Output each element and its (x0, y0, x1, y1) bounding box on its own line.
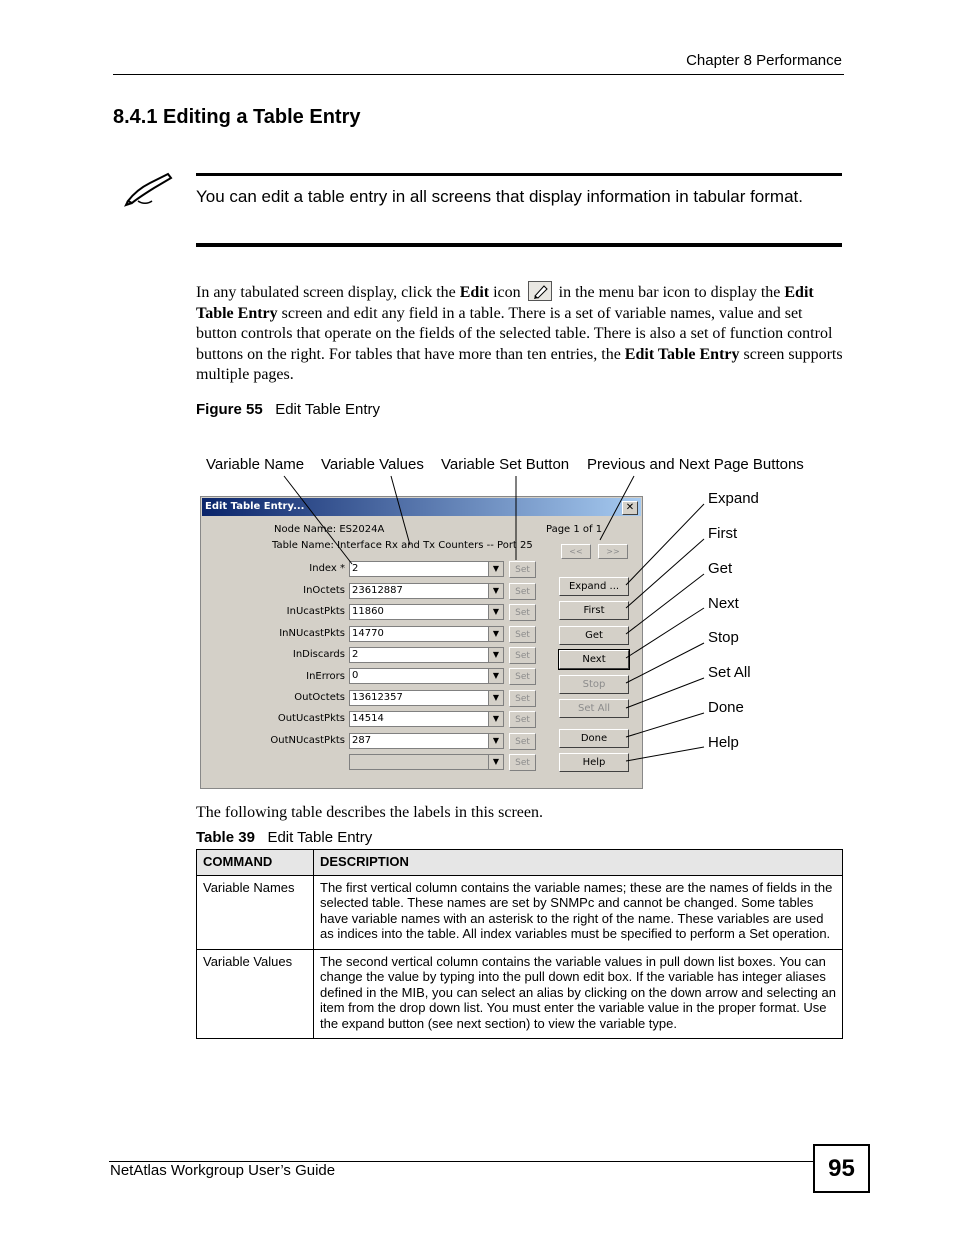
window-title-bar (202, 498, 641, 516)
variable-name: InNUcastPkts (279, 628, 345, 639)
callout-get: Get (708, 560, 733, 577)
variable-value-field[interactable]: 287 ▼ (349, 733, 504, 749)
description-table (196, 849, 843, 1039)
table-row (197, 875, 843, 949)
dropdown-arrow-icon: ▼ (488, 755, 503, 769)
close-icon[interactable]: ✕ (622, 501, 638, 515)
variable-name: OutNUcastPkts (270, 735, 345, 746)
window-title: Edit Table Entry... (205, 501, 305, 512)
set-button[interactable]: Set (509, 690, 536, 707)
note-bottom-rule (196, 243, 842, 247)
next-page-button[interactable]: >> (598, 544, 628, 559)
variable-name: InErrors (306, 671, 345, 682)
table-row (197, 949, 843, 1039)
dropdown-arrow-icon[interactable]: ▼ (488, 584, 503, 598)
variable-value-field[interactable]: 14770 ▼ (349, 626, 504, 642)
set-button[interactable]: Set (509, 583, 536, 600)
dropdown-arrow-icon[interactable]: ▼ (488, 627, 503, 641)
callout-done: Done (708, 699, 744, 716)
dropdown-arrow-icon[interactable]: ▼ (488, 605, 503, 619)
dropdown-arrow-icon[interactable]: ▼ (488, 648, 503, 662)
command-cell: Variable Names (197, 875, 314, 949)
variable-value-field[interactable]: 11860 ▼ (349, 604, 504, 620)
variable-name: InUcastPkts (286, 606, 345, 617)
set-button[interactable]: Set (509, 754, 536, 771)
set-button[interactable]: Set (509, 711, 536, 728)
variable-name: Index * (309, 563, 345, 574)
dropdown-arrow-icon[interactable]: ▼ (488, 691, 503, 705)
set-all-button[interactable]: Set All (559, 699, 629, 718)
set-button[interactable]: Set (509, 561, 536, 578)
set-button[interactable]: Set (509, 647, 536, 664)
first-button[interactable]: First (559, 601, 629, 620)
table-caption: Table 39 Edit Table Entry (196, 829, 373, 846)
intro-paragraph: In any tabulated screen display, click the Edit icon in the menu bar icon to display the Edit Table Entry screen and edit any field in a table. There is a set of variable names, value and set button controls that operate on the fields of the selected table. There is also a set of function control buttons on the right. For tables that have more than ten entries, the Edit Table Entry screen supports multiple pages. (196, 281, 846, 386)
note-text: You can edit a table entry in all screens that display information in tabular format. (196, 187, 803, 206)
variable-name: OutUcastPkts (277, 713, 345, 724)
page-number: 95 (813, 1144, 870, 1193)
callout-expand: Expand (708, 490, 759, 507)
next-button[interactable]: Next (559, 650, 629, 669)
table-intro: The following table describes the labels in this screen. (196, 804, 544, 821)
dropdown-arrow-icon[interactable]: ▼ (488, 734, 503, 748)
footer-guide-title: NetAtlas Workgroup User’s Guide (110, 1162, 336, 1179)
header-rule (113, 74, 844, 75)
note-pencil-icon (124, 171, 174, 207)
stop-button[interactable]: Stop (559, 675, 629, 694)
variable-value-field[interactable]: 2 ▼ (349, 647, 504, 663)
column-header: COMMAND (197, 850, 314, 876)
variable-name: OutOctets (294, 692, 345, 703)
description-cell: The first vertical column contains the variable names; these are the names of fields in the selected table. These names are set by SNMPc and cannot be changed. Some tables have variable names with an asterisk to the right of the name. These variables are used as indices into the table. All index variables must be specified to perform a Set operation. (314, 875, 843, 949)
dropdown-arrow-icon[interactable]: ▼ (488, 669, 503, 683)
callout-page-buttons: Previous and Next Page Buttons (587, 456, 804, 473)
set-button[interactable]: Set (509, 668, 536, 685)
callout-stop: Stop (708, 629, 739, 646)
callout-variable-values: Variable Values (321, 456, 424, 473)
variable-name: InOctets (303, 585, 345, 596)
callout-help: Help (708, 734, 739, 751)
help-button[interactable]: Help (559, 753, 629, 772)
variable-value-field-empty (349, 754, 504, 770)
column-header: DESCRIPTION (314, 850, 843, 876)
callout-variable-name: Variable Name (206, 456, 305, 473)
variable-value-field[interactable]: 13612357 ▼ (349, 690, 504, 706)
page-indicator: Page 1 of 1 (546, 524, 603, 535)
note-top-rule (196, 173, 842, 176)
variable-value-field[interactable]: 23612887 ▼ (349, 583, 504, 599)
variable-value-field[interactable]: 2 ▼ (349, 561, 504, 577)
prev-page-button[interactable]: << (561, 544, 591, 559)
figure-caption: Figure 55 Edit Table Entry (196, 401, 380, 418)
variable-value-field[interactable]: 0 ▼ (349, 668, 504, 684)
expand-button[interactable]: Expand ... (559, 577, 629, 596)
variable-value-field[interactable]: 14514 ▼ (349, 711, 504, 727)
chapter-header: Chapter 8 Performance (686, 52, 842, 69)
edit-icon (528, 281, 552, 301)
callout-next: Next (708, 595, 739, 612)
set-button[interactable]: Set (509, 604, 536, 621)
variable-name: InDiscards (292, 649, 345, 660)
command-cell: Variable Values (197, 949, 314, 1039)
edit-table-entry-window (200, 496, 643, 789)
dropdown-arrow-icon[interactable]: ▼ (488, 712, 503, 726)
description-cell: The second vertical column contains the variable values in pull down list boxes. You can change the value by typing into the pull down edit box. If the variable has integer aliases defined in the MIB, you can select an alias by clicking on the down arrow and selecting an item from the drop down list. You must enter the variable value in the proper format. Use the expand button (see next section) to view the variable type. (314, 949, 843, 1039)
callout-first: First (708, 525, 738, 542)
get-button[interactable]: Get (559, 626, 629, 645)
table-name: Table Name: Interface Rx and Tx Counters -- Port 25 (272, 540, 533, 551)
set-button[interactable]: Set (509, 626, 536, 643)
table-header-row (197, 850, 843, 876)
node-name: Node Name: ES2024A (274, 524, 385, 535)
callout-set-all: Set All (708, 664, 751, 681)
dropdown-arrow-icon[interactable]: ▼ (488, 562, 503, 576)
set-button[interactable]: Set (509, 733, 536, 750)
callout-variable-set-button: Variable Set Button (441, 456, 570, 473)
section-title: 8.4.1 Editing a Table Entry (113, 106, 361, 128)
done-button[interactable]: Done (559, 729, 629, 748)
